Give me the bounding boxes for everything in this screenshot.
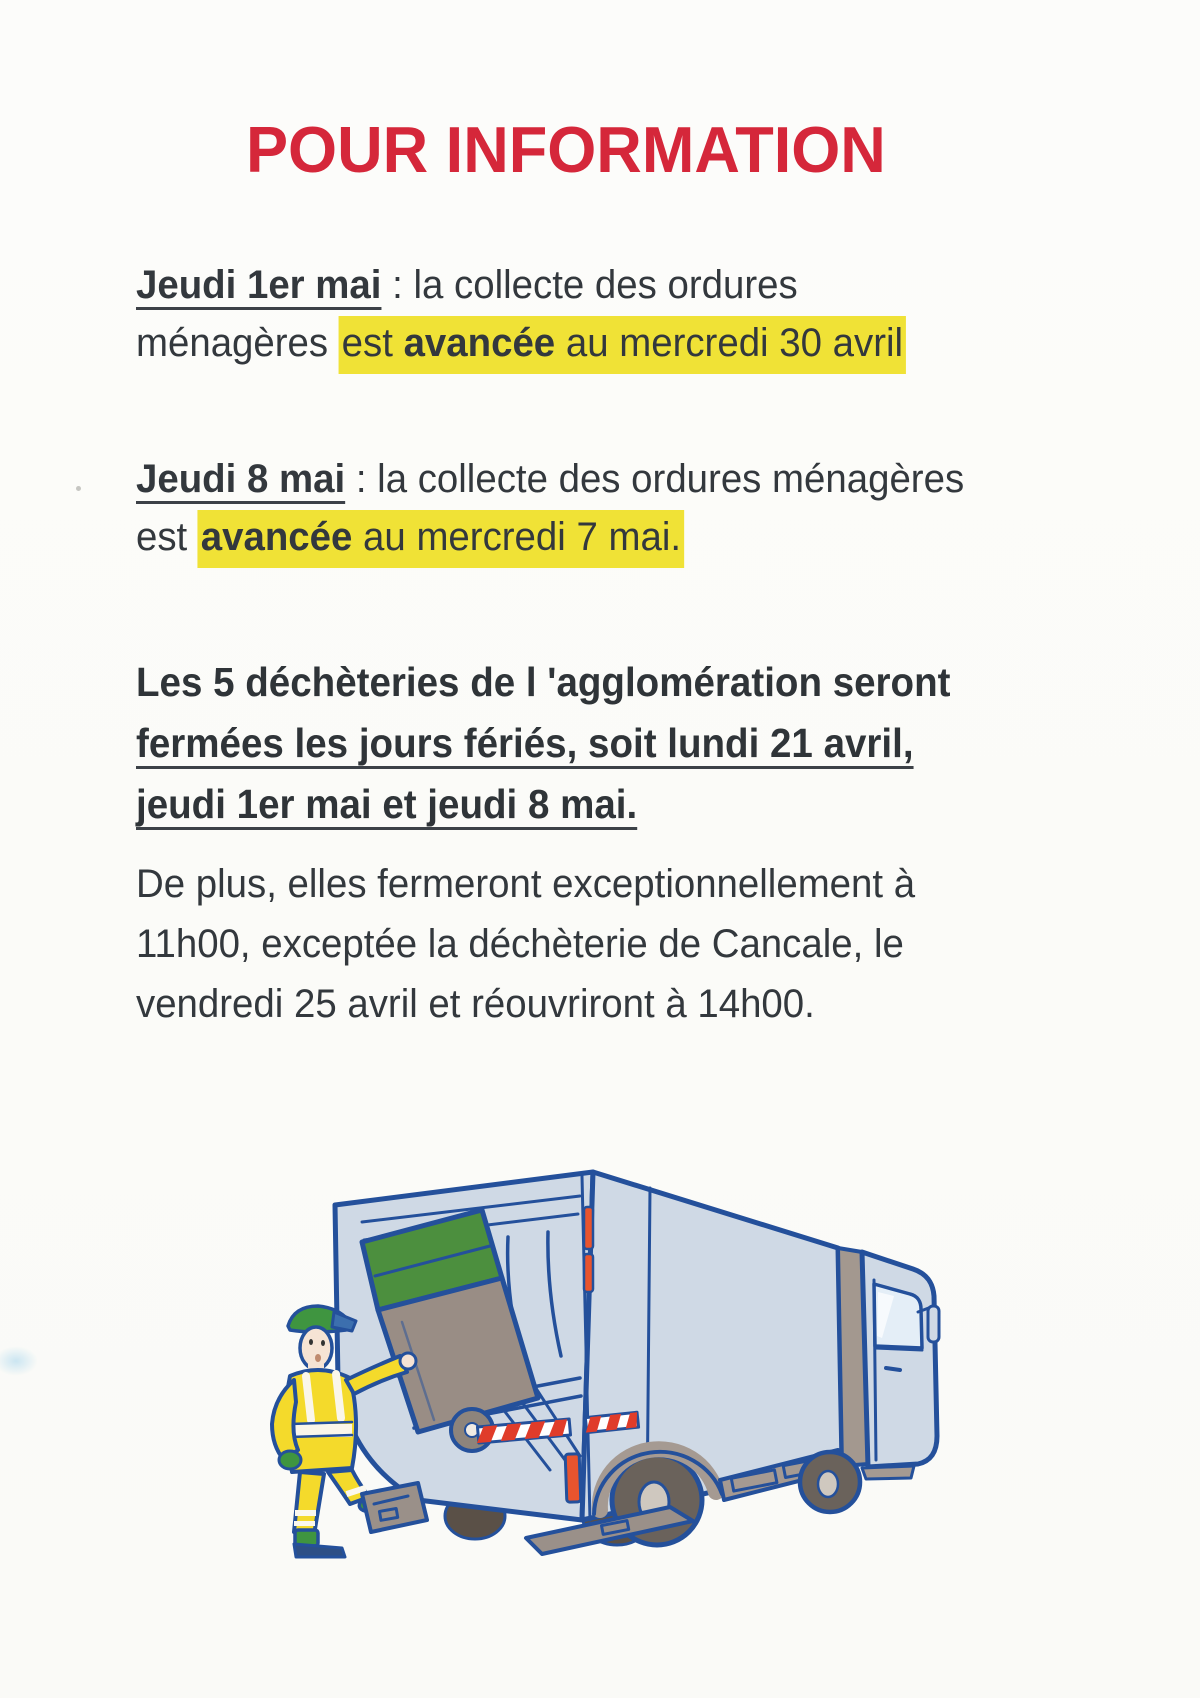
paragraph-3-line-2: fermées les jours fériés, soit lundi 21 avril, bbox=[136, 720, 914, 766]
date-jeudi-8-mai: Jeudi 8 mai bbox=[136, 457, 346, 501]
scan-smudge bbox=[0, 1346, 38, 1376]
paragraph-1st-may bbox=[136, 256, 906, 372]
paragraph-4-line-2: 11h00, exceptée la déchèterie de Cancale, le bbox=[136, 922, 904, 966]
highlight-7-mai: avancée au mercredi 7 mai. bbox=[198, 510, 684, 568]
paragraph-early-closing bbox=[136, 854, 915, 1034]
paragraph-4-line-1: De plus, elles fermeront exceptionnellement à bbox=[136, 862, 916, 906]
paragraph-2-line-1: Jeudi 8 mai : la collecte des ordures ménagères bbox=[136, 457, 965, 501]
paragraph-2-line-2: est avancée au mercredi 7 mai. bbox=[136, 508, 964, 566]
paragraph-3-line-1: Les 5 déchèteries de l 'agglomération seront bbox=[136, 659, 951, 705]
page-title: POUR INFORMATION bbox=[246, 113, 886, 186]
highlight-30-avril: est avancée au mercredi 30 avril bbox=[339, 316, 906, 374]
paragraph-1-line-1: Jeudi 1er mai : la collecte des ordures bbox=[136, 263, 798, 307]
paragraph-1-line-2: ménagères est avancée au mercredi 30 avril bbox=[136, 314, 906, 372]
scan-speck bbox=[76, 486, 81, 491]
date-jeudi-1er-mai: Jeudi 1er mai bbox=[136, 263, 382, 307]
paragraph-4-line-3: vendredi 25 avril et réouvriront à 14h00. bbox=[136, 982, 815, 1026]
paragraph-8th-may bbox=[136, 450, 964, 566]
paragraph-dechetteries-closures bbox=[136, 652, 950, 835]
garbage-truck-illustration bbox=[250, 1080, 950, 1580]
paragraph-3-line-3: jeudi 1er mai et jeudi 8 mai. bbox=[136, 781, 638, 827]
